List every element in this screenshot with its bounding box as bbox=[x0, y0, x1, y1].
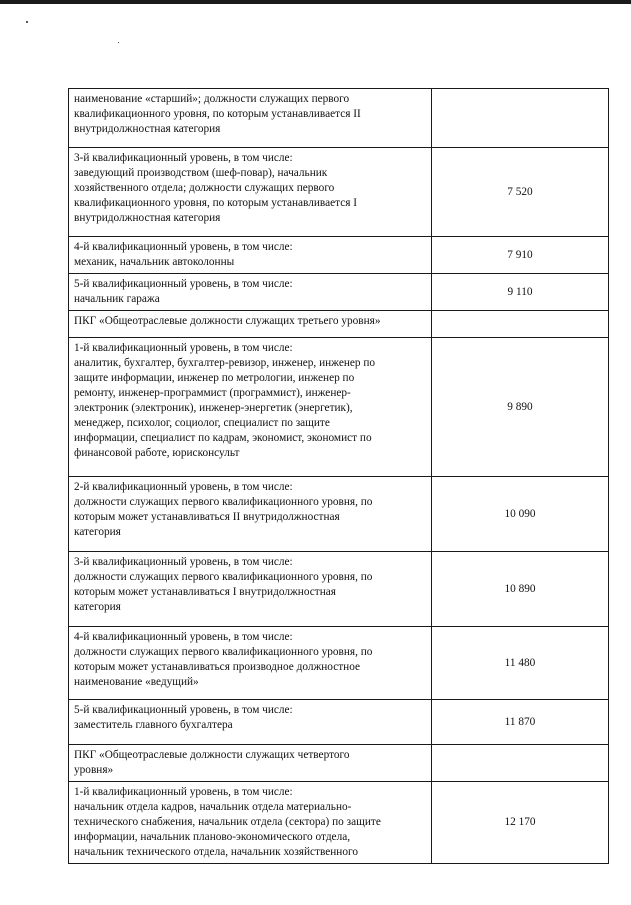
table-row bbox=[69, 477, 609, 552]
salary-amount: 7 520 bbox=[432, 148, 609, 237]
position-description: 5-й квалификационный уровень, в том числе: начальник гаража bbox=[69, 274, 432, 311]
position-description: 1-й квалификационный уровень, в том числе: начальник отдела кадров, начальник отдела материально- технического снабжения, начальник отдела (сектора) по защите информации, начальник планово-экономического отдела, начальник технического отдела, начальник хозяйственного bbox=[69, 782, 432, 864]
salary-amount: 11 870 bbox=[432, 700, 609, 745]
salary-amount: 9 890 bbox=[432, 338, 609, 477]
table-row bbox=[69, 338, 609, 477]
group-heading: ПКГ «Общеотраслевые должности служащих четвертого уровня» bbox=[69, 745, 432, 782]
position-description: 2-й квалификационный уровень, в том числе: должности служащих первого квалификационного уровня, по которым может устанавливаться II внутридолжностная категория bbox=[69, 477, 432, 552]
salary-amount: 7 910 bbox=[432, 237, 609, 274]
group-heading: ПКГ «Общеотраслевые должности служащих третьего уровня» bbox=[69, 311, 432, 338]
position-description: 3-й квалификационный уровень, в том числе: заведующий производством (шеф-повар), начальник хозяйственного отдела; должности служащих первого квалификационного уровня, по которым устанавливается I внутридолжностная категория bbox=[69, 148, 432, 237]
table-row bbox=[69, 237, 609, 274]
scan-speck bbox=[26, 21, 28, 23]
table-row bbox=[69, 700, 609, 745]
salary-amount: 10 890 bbox=[432, 552, 609, 627]
table-row bbox=[69, 552, 609, 627]
position-description: 5-й квалификационный уровень, в том числе: заместитель главного бухгалтера bbox=[69, 700, 432, 745]
table-row bbox=[69, 627, 609, 700]
salary-amount: 12 170 bbox=[432, 782, 609, 864]
table-row bbox=[69, 745, 609, 782]
salary-amount: 11 480 bbox=[432, 627, 609, 700]
salary-amount bbox=[432, 89, 609, 148]
position-description: 3-й квалификационный уровень, в том числе: должности служащих первого квалификационного уровня, по которым может устанавливаться I внутридолжностная категория bbox=[69, 552, 432, 627]
table-row bbox=[69, 148, 609, 237]
scan-speck bbox=[118, 42, 119, 43]
position-description: 1-й квалификационный уровень, в том числе: аналитик, бухгалтер, бухгалтер-ревизор, инженер, инженер по защите информации, инженер по метрологии, инженер по ремонту, инженер-программист (программист), инженер- электроник (электроник), инженер-энергетик (энергетик), менеджер, психолог, социолог, специалист по защите информации, специалист по кадрам, экономист, экономист по финансовой работе, юрисконсульт bbox=[69, 338, 432, 477]
table-row bbox=[69, 311, 609, 338]
salary-amount bbox=[432, 311, 609, 338]
position-description: 4-й квалификационный уровень, в том числе: должности служащих первого квалификационного уровня, по которым может устанавливаться производное должностное наименование «ведущий» bbox=[69, 627, 432, 700]
table-row bbox=[69, 782, 609, 864]
salary-amount bbox=[432, 745, 609, 782]
salary-amount: 10 090 bbox=[432, 477, 609, 552]
salary-table bbox=[68, 88, 609, 864]
table-row bbox=[69, 89, 609, 148]
position-description: наименование «старший»; должности служащих первого квалификационного уровня, по которым устанавливается II внутридолжностная категория bbox=[69, 89, 432, 148]
position-description: 4-й квалификационный уровень, в том числе: механик, начальник автоколонны bbox=[69, 237, 432, 274]
table-row bbox=[69, 274, 609, 311]
scan-edge-bar bbox=[0, 0, 631, 4]
salary-amount: 9 110 bbox=[432, 274, 609, 311]
